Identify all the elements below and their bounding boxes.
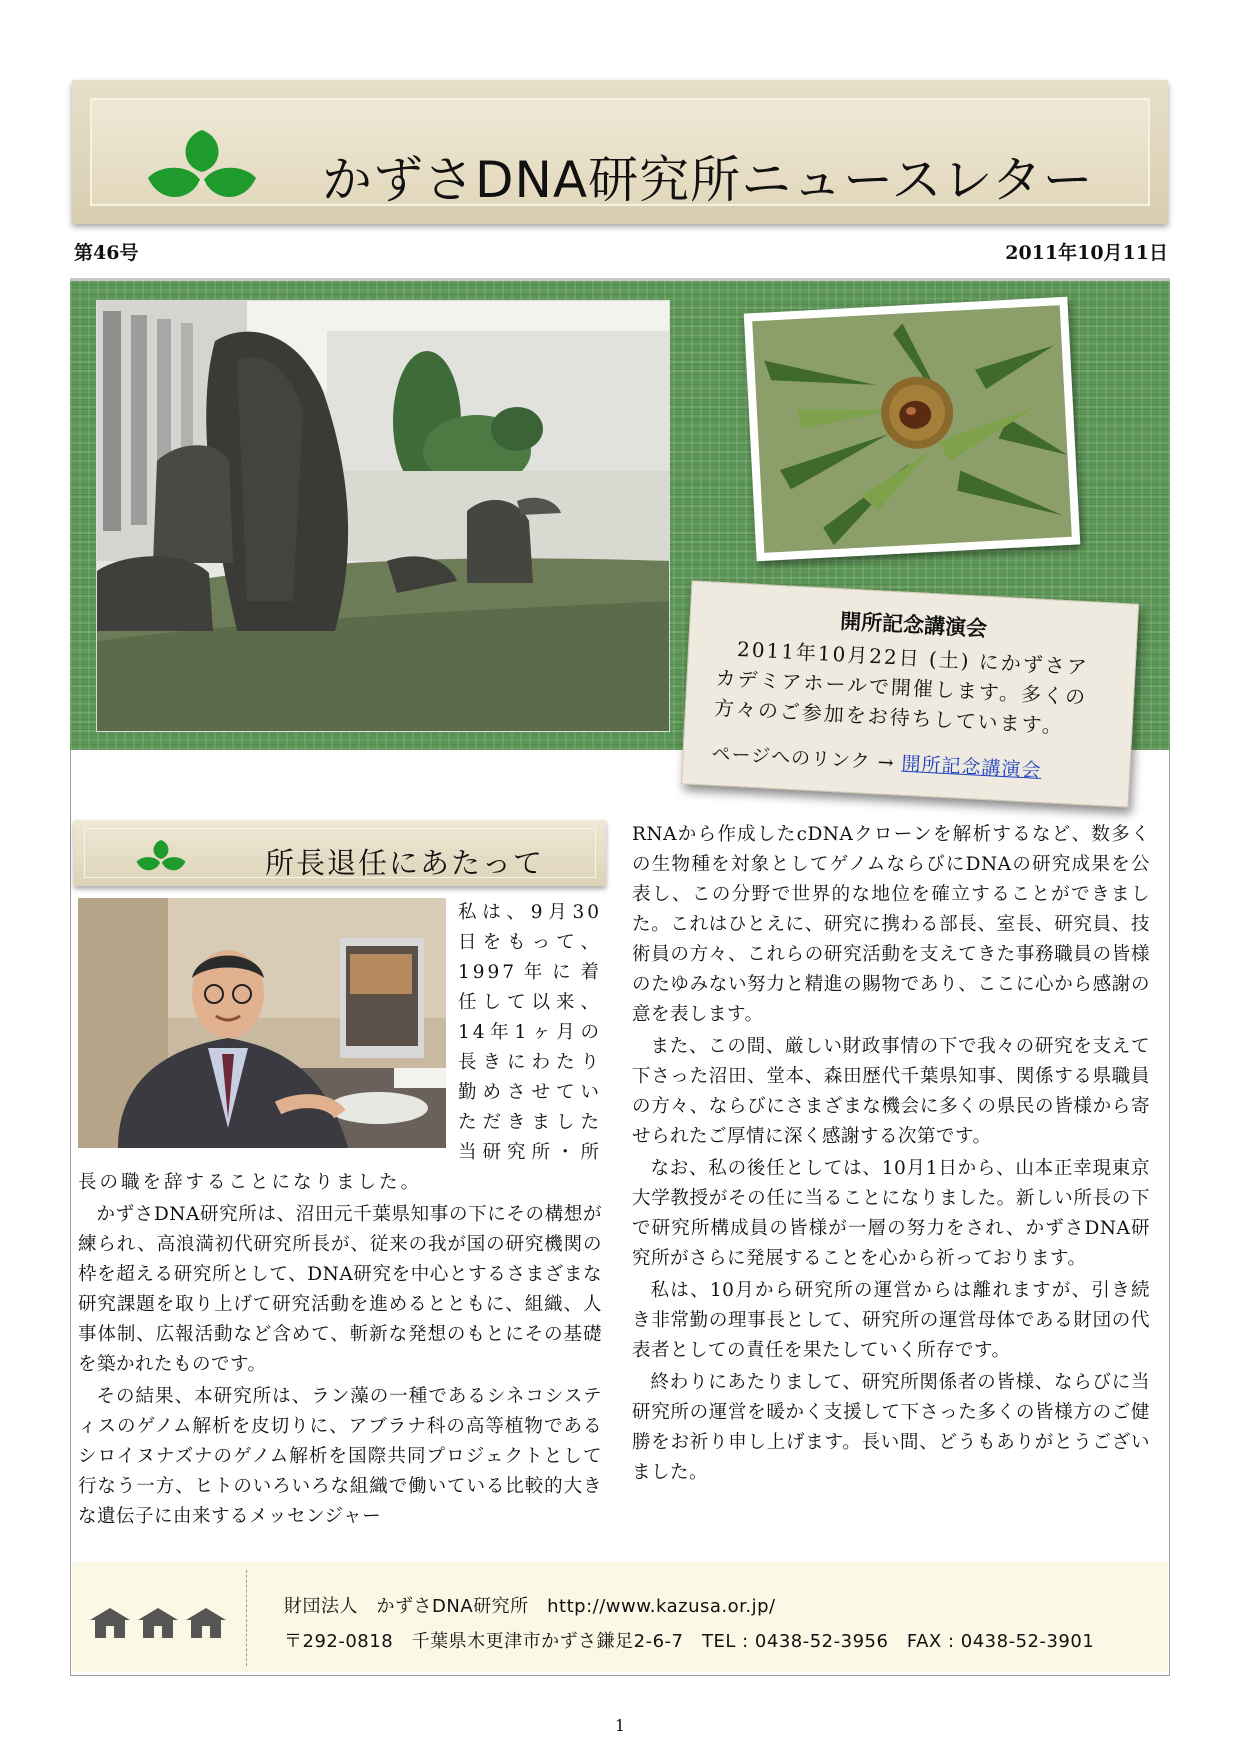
issue-date: 2011年10月11日	[1005, 242, 1168, 264]
article-paragraph: RNAから作成したcDNAクローンを解析するなど、数多くの生物種を対象としてゲノムならびにDNAの研究成果を公表し、この分野で世界的な地位を確立することができました。これはひとえに、研究に携わる部長、室長、研究員、技術員の方々、これらの研究活動を支えてきた事務職員の皆様のたゆみない努力と精進の賜物であり、ここに心から感謝の意を表します。	[632, 824, 1150, 1025]
article-left-column	[78, 898, 602, 1532]
chestnut-image	[752, 305, 1072, 553]
issue-number: 第46号	[74, 242, 139, 264]
event-page-link[interactable]: 開所記念講演会	[901, 752, 1042, 782]
stone-garden-image	[97, 301, 670, 732]
chestnut-photo	[744, 297, 1081, 562]
section-leaf-icon	[133, 839, 189, 879]
director-portrait-image	[78, 898, 446, 1148]
page-number: 1	[614, 1716, 626, 1735]
article-paragraph: かずさDNA研究所は、沼田元千葉県知事の下にその構想が練られ、高浪満初代研究所長が、従来の我が国の研究機関の枠を超える研究所として、DNA研究を中心とするさまざまな研究課題を取り上げて研究活動を進めるとともに、組織、人事体制、広報活動など含めて、斬新な発想のもとにその基礎を築かれたものです。	[78, 1204, 602, 1375]
article-paragraph: その結果、本研究所は、ラン藻の一種であるシネコシスティスのゲノム解析を皮切りに、アブラナ科の高等植物であるシロイヌナズナのゲノム解析を国際共同プロジェクトとして行なう一方、ヒトのいろいろな組織で働いている比較的大きな遺伝子に由来するメッセンジャー	[78, 1386, 602, 1527]
event-link-row	[711, 739, 1102, 786]
house-icon	[90, 1606, 130, 1638]
newsletter-title: かずさDNA研究所ニュースレター	[322, 151, 1094, 209]
house-icon	[186, 1606, 226, 1638]
article-paragraph: また、この間、厳しい財政事情の下で我々の研究を支えて下さった沼田、堂本、森田歴代千葉県知事、関係する県職員の方々、ならびにさまざまな機会に多くの県民の皆様から寄せられたご厚情に深く感謝する次第です。	[632, 1036, 1150, 1147]
section-title: 所長退任にあたって	[265, 846, 545, 880]
article-paragraph: 私は、9月30日をもって、1997年に着任して以来、14年1ヶ月の長きにわたり勤めさせていただきました当研究所・所長の職を辞することになりました。	[78, 902, 602, 1193]
director-portrait-photo	[78, 898, 446, 1148]
footer-organization: 財団法人 かずさDNA研究所 http://www.kazusa.or.jp/	[284, 1596, 776, 1617]
footer-divider	[246, 1570, 247, 1666]
masthead-inner	[90, 98, 1150, 209]
article-paragraph: なお、私の後任としては、10月1日から、山本正幸現東京大学教授がその任に当ることになりました。新しい所長の下で研究所構成員の皆様が一層の努力をされ、かずさDNA研究所がさらに発展することを心から祈っております。	[632, 1158, 1150, 1269]
event-title: 開所記念講演会	[839, 608, 988, 641]
article-paragraph: 私は、10月から研究所の運営からは離れますが、引き続き非常勤の理事長として、研究所の運営母体である財団の代表者としての責任を果たしていく所存です。	[632, 1280, 1150, 1361]
event-description: 2011年10月22日 (土) にかずさアカデミアホールで開催します。多くの方々のご参加をお待ちしています。	[713, 636, 1090, 739]
stone-garden-photo	[96, 300, 670, 732]
kazusa-leaf-logo-icon	[140, 128, 264, 216]
house-icon	[138, 1606, 178, 1638]
masthead-banner	[72, 80, 1168, 224]
section-heading-box	[74, 820, 606, 886]
event-card	[681, 580, 1139, 807]
footer	[72, 1562, 1168, 1672]
event-link-prefix: ページへのリンク →	[711, 742, 896, 775]
section-heading-inner	[84, 828, 596, 878]
footer-contact: 〒292-0818 千葉県木更津市かずさ鎌足2-6-7 TEL : 0438-52-3956 FAX : 0438-52-3901	[284, 1631, 1095, 1652]
article-paragraph: 終わりにあたりまして、研究所関係者の皆様、ならびに当研究所の運営を暖かく支援して下さった多くの皆様方のご健勝をお祈り申し上げます。長い間、どうもありがとうございました。	[632, 1372, 1150, 1483]
article-right-column	[632, 820, 1150, 1488]
